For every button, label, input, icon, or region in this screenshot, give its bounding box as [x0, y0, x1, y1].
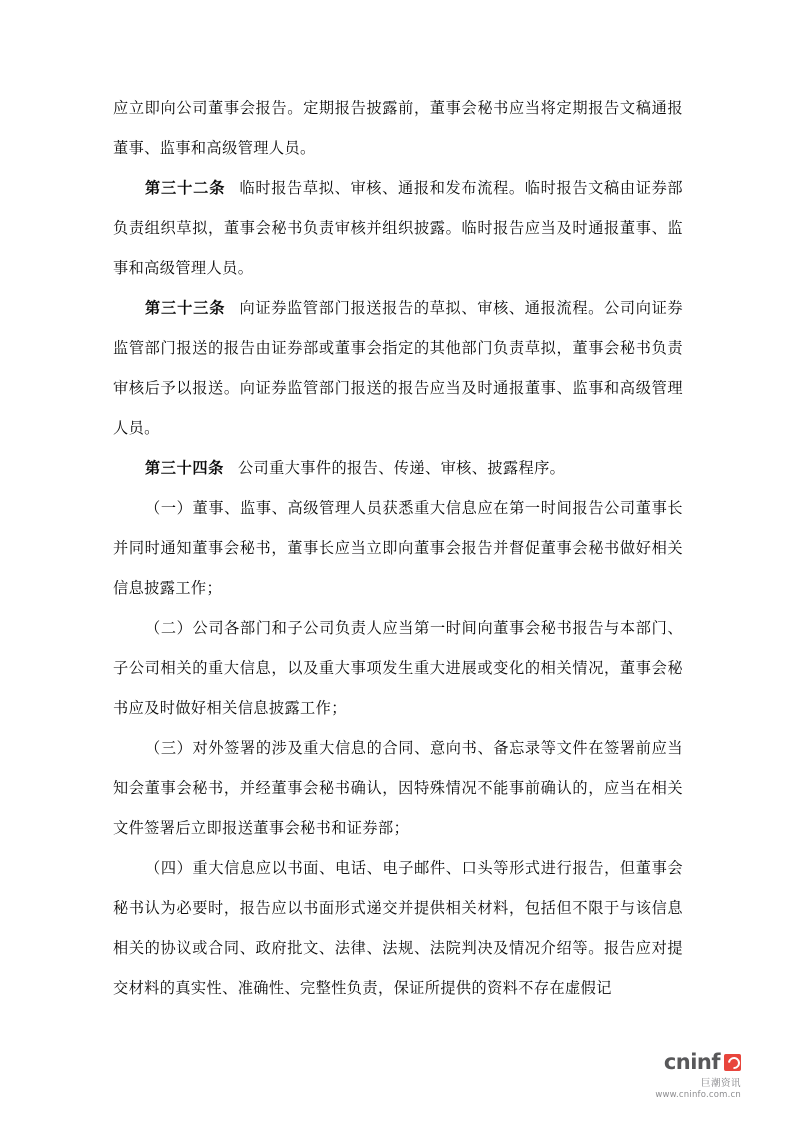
footer-watermark	[615, 1052, 741, 1098]
article-32	[113, 168, 683, 288]
brand-text: cninf	[663, 1050, 720, 1074]
brand-url-text: www.cninfo.com.cn	[655, 1090, 741, 1100]
article-34	[113, 448, 683, 488]
clause-item-4: （四）重大信息应以书面、电话、电子邮件、口头等形式进行报告，但董事会秘书认为必要时，报告应以书面形式递交并提供相关材料，包括但不限于与该信息相关的协议或合同、政府批文、法律、法规、法院判决及情况介绍等。报告应对提交材料的真实性、准确性、完整性负责，保证所提供的资料不存在虚假记	[113, 859, 683, 997]
clause-item-2: （二）公司各部门和子公司负责人应当第一时间向董事会秘书报告与本部门、子公司相关的重大信息，以及重大事项发生重大进展或变化的相关情况，董事会秘书应及时做好相关信息披露工作；	[113, 619, 683, 717]
article-34-label: 第三十四条	[145, 459, 224, 477]
article-33-text: 向证券监管部门报送报告的草拟、审核、通报流程。公司向证券监管部门报送的报告由证券部或董事会指定的其他部门负责草拟，董事会秘书负责审核后予以报送。向证券监管部门报送的报告应当及时通报董事、监事和高级管理人员。	[113, 299, 684, 437]
document-body	[113, 88, 683, 1008]
article-32-text: 临时报告草拟、审核、通报和发布流程。临时报告文稿由证券部负责组织草拟，董事会秘书负责审核并组织披露。临时报告应当及时通报董事、监事和高级管理人员。	[113, 179, 684, 277]
clause-item-1: （一）董事、监事、高级管理人员获悉重大信息应在第一时间报告公司董事长并同时通知董事会秘书，董事长应当立即向董事会报告并督促董事会秘书做好相关信息披露工作；	[113, 499, 683, 597]
article-34-text: 公司重大事件的报告、传递、审核、披露程序。	[237, 459, 566, 477]
logo-row	[615, 1052, 741, 1073]
article-33	[113, 288, 683, 448]
article-33-label: 第三十三条	[145, 299, 226, 317]
cninfo-logo-icon	[724, 1054, 741, 1071]
brand-cn-text: 巨潮资讯	[700, 1078, 741, 1089]
article-32-label: 第三十二条	[145, 179, 226, 197]
clause-item-3: （三）对外签署的涉及重大信息的合同、意向书、备忘录等文件在签署前应当知会董事会秘书，并经董事会秘书确认，因特殊情况不能事前确认的，应当在相关文件签署后立即报送董事会秘书和证券部；	[113, 739, 683, 837]
paragraph-continuation: 应立即向公司董事会报告。定期报告披露前，董事会秘书应当将定期报告文稿通报董事、监事和高级管理人员。	[113, 99, 683, 157]
